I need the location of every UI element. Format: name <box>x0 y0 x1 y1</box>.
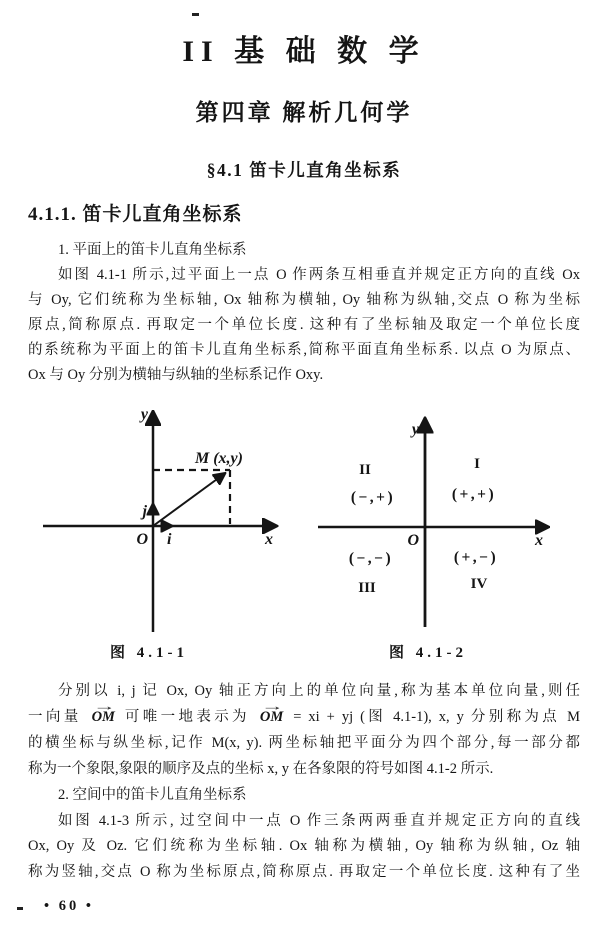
figure-caption-1: 图 4.1-1 <box>110 645 188 661</box>
vector-OM-notation <box>91 699 116 730</box>
point-M-label: M (x,y) <box>195 450 243 467</box>
vector-OM-text: OM <box>91 709 115 725</box>
text-line: 称为竖轴,交点 O 称为坐标原点,简称原点. 再取定一个单位长度. 这种有了坐 <box>28 863 580 880</box>
unit-i-label: i <box>167 531 172 548</box>
subsection-heading: 4.1.1. 笛卡儿直角坐标系 <box>28 204 243 225</box>
text-line: Ox, Oy 及 Oz. 它们统称为坐标轴. Ox 轴称为横轴, Oy 轴称为纵轴, Oz 轴 <box>28 838 580 854</box>
quadrant-2-sign: (−,+) <box>350 489 396 506</box>
overline-arrow-icon: → <box>92 699 116 713</box>
paragraph-basis-vectors <box>28 678 580 782</box>
figure-4-1-1 <box>38 403 288 643</box>
text-line: 的横坐标与纵坐标,记作 M(x, y). 两坐标轴把平面分为四个部分,每一部分都 <box>28 735 580 751</box>
text-line: 2. 空间中的笛卡儿直角坐标系 <box>58 787 247 803</box>
y-axis-label: y <box>140 406 148 423</box>
quadrant-1-numeral: I <box>474 456 480 472</box>
page-number: • 60 • <box>44 898 94 914</box>
text-segment: 一向量 <box>28 709 89 725</box>
vector-OM-arrow <box>153 474 224 526</box>
section-title: §4.1 笛卡儿直角坐标系 <box>206 160 402 180</box>
quadrant-4-sign: (+,−) <box>453 549 499 566</box>
vector-OM-text: OM <box>259 709 284 725</box>
vector-OM-notation <box>259 699 284 730</box>
chapter-title: 第四章 解析几何学 <box>195 100 413 125</box>
text-line: 如图 4.1-3 所示, 过空间中一点 O 作三条两两垂直并规定正方向的直线 <box>58 812 580 829</box>
paragraph-space-coords <box>28 783 580 885</box>
figure-4-1-2 <box>308 408 563 648</box>
quadrant-2-numeral: II <box>359 462 371 478</box>
part-title: II 基 础 数 学 <box>182 35 426 68</box>
text-line: 称为一个象限,象限的顺序及点的坐标 x, y 在各象限的符号如图 4.1-2 所示. <box>28 761 494 777</box>
quadrant-3-sign: (−,−) <box>348 550 394 567</box>
scan-artifact <box>17 907 23 910</box>
x-axis-label: x <box>265 531 273 548</box>
paragraph-plane-coords <box>28 238 580 388</box>
quadrant-4-numeral: IV <box>470 576 488 592</box>
scan-artifact <box>192 13 199 16</box>
text-line: 如图 4.1-1 所示,过平面上一点 O 作两条互相垂直并规定正方向的直线 Ox <box>58 267 580 283</box>
x-axis-label: x <box>535 532 543 549</box>
unit-j-label: j <box>142 503 147 520</box>
origin-label: O <box>136 531 148 548</box>
text-line: Ox 与 Oy 分别为横轴与纵轴的坐标系记作 Oxy. <box>28 367 324 383</box>
text-segment: 可唯一地表示为 <box>117 709 257 725</box>
y-axis-label: y <box>411 421 419 438</box>
overline-arrow-icon: → <box>260 699 284 713</box>
text-segment: = xi + yj (图 4.1-1), x, y 分别称为点 M <box>286 709 581 725</box>
origin-label: O <box>407 532 419 549</box>
text-line: 的系统称为平面上的笛卡儿直角坐标系,简称平面直角坐标系. 以点 O 为原点、 <box>28 342 580 358</box>
text-line: 原点,简称原点. 再取定一个单位长度. 这种有了坐标轴及取定一个单位长度 <box>28 317 580 333</box>
figure-caption-2: 图 4.1-2 <box>389 645 467 661</box>
text-line: 与 Oy, 它们统称为坐标轴, Ox 轴称为横轴, Oy 轴称为纵轴,交点 O 称为坐标 <box>28 292 580 308</box>
quadrant-1-sign: (+,+) <box>451 486 497 503</box>
quadrant-3-numeral: III <box>358 580 376 596</box>
text-line: 1. 平面上的笛卡儿直角坐标系 <box>58 242 247 258</box>
text-line: 分别以 i, j 记 Ox, Oy 轴正方向上的单位向量,称为基本单位向量,则任 <box>58 683 580 699</box>
text-line-vector-equation <box>28 699 581 730</box>
